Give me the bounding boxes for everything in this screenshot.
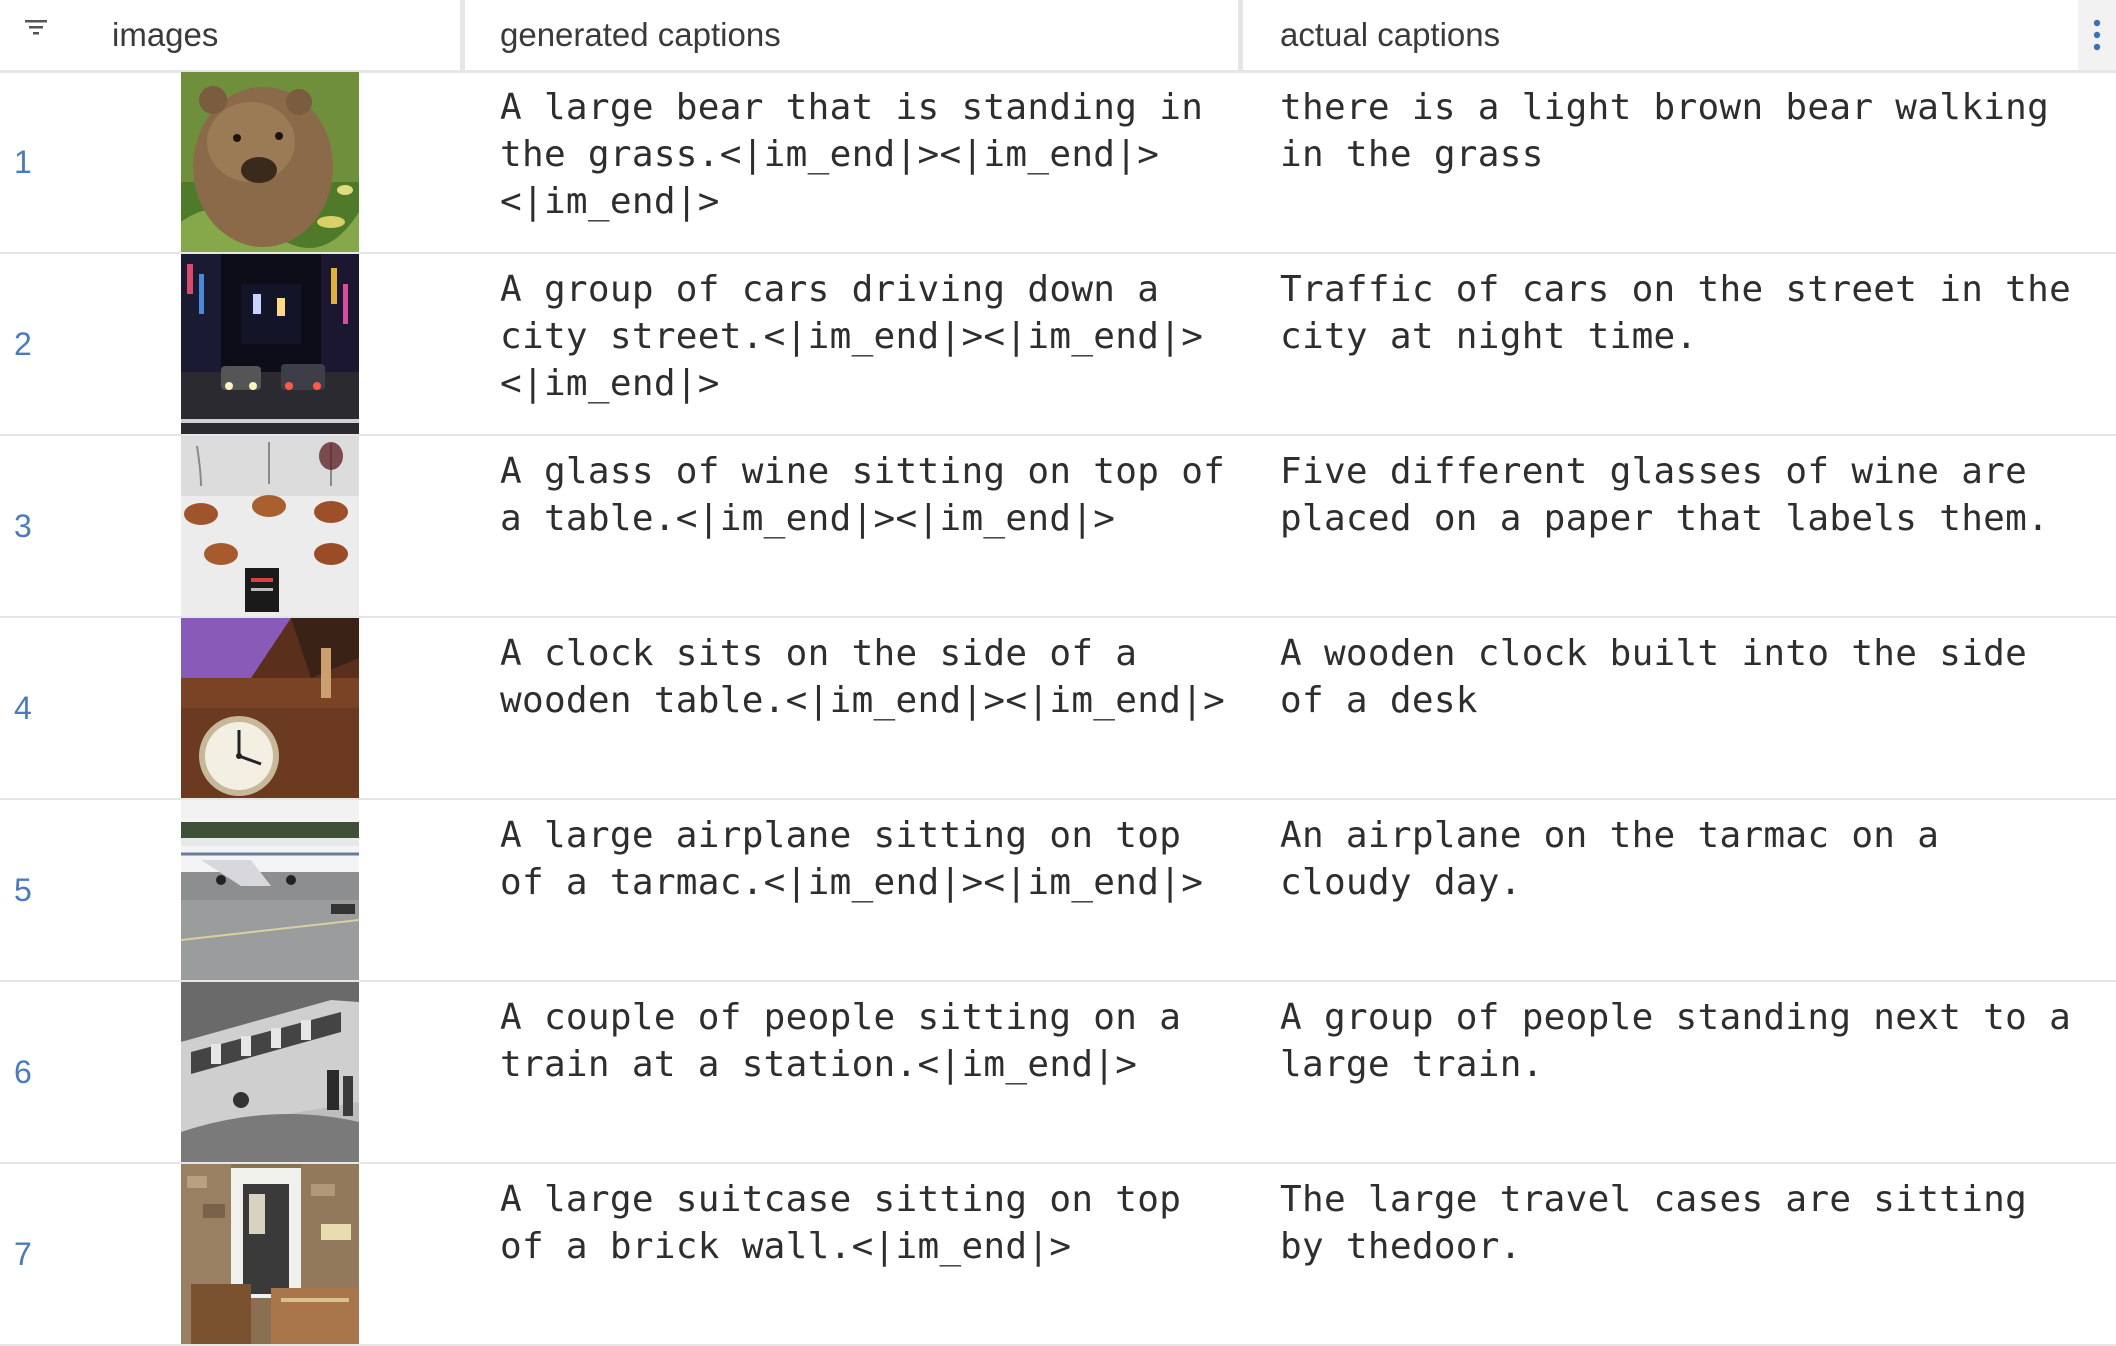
- column-header-images[interactable]: images: [112, 16, 219, 53]
- column-resize-handle[interactable]: [1238, 0, 1243, 70]
- airplane-tarmac-image[interactable]: [181, 800, 359, 980]
- table-row: [0, 1164, 2116, 1346]
- generated-caption: A glass of wine sitting on top of a table.<|im_end|><|im_end|>: [500, 451, 1248, 539]
- train-station-image[interactable]: [181, 982, 359, 1162]
- filter-icon[interactable]: [22, 18, 52, 38]
- generated-caption: A large airplane sitting on top of a tarmac.<|im_end|><|im_end|>: [500, 815, 1204, 903]
- row-index-link[interactable]: 6: [14, 1053, 32, 1090]
- bear-image[interactable]: [181, 72, 359, 252]
- table-row: [0, 72, 2116, 254]
- column-menu-button[interactable]: [2078, 0, 2116, 70]
- generated-caption: A group of cars driving down a city street.<|im_end|><|im_end|><|im_end|>: [500, 269, 1204, 404]
- suitcase-doorway-image[interactable]: [181, 1164, 359, 1344]
- row-index-link[interactable]: 3: [14, 507, 32, 544]
- table-row: [0, 436, 2116, 618]
- actual-caption: A group of people standing next to a large train.: [1280, 997, 2094, 1085]
- column-header-actual-captions[interactable]: actual captions: [1280, 16, 1501, 53]
- row-index-link[interactable]: 7: [14, 1235, 32, 1272]
- generated-caption: A large bear that is standing in the grass.<|im_end|><|im_end|><|im_end|>: [500, 87, 1226, 222]
- column-resize-handle[interactable]: [460, 0, 465, 70]
- table-row: [0, 800, 2116, 982]
- row-index-link[interactable]: 2: [14, 325, 32, 362]
- table-row: [0, 254, 2116, 436]
- actual-caption: An airplane on the tarmac on a cloudy day.: [1280, 815, 1962, 903]
- actual-caption: Five different glasses of wine are placed on a paper that labels them.: [1280, 451, 2050, 539]
- actual-caption: The large travel cases are sitting by thedoor.: [1280, 1179, 2050, 1267]
- actual-caption: Traffic of cars on the street in the city at night time.: [1280, 269, 2094, 357]
- table-row: [0, 982, 2116, 1164]
- actual-caption: A wooden clock built into the side of a desk: [1280, 633, 2050, 721]
- generated-caption: A large suitcase sitting on top of a brick wall.<|im_end|>: [500, 1179, 1204, 1267]
- table-row: [0, 618, 2116, 800]
- actual-caption: there is a light brown bear walking in the grass: [1280, 87, 2072, 175]
- generated-caption: A couple of people sitting on a train at a station.<|im_end|>: [500, 997, 1204, 1085]
- column-header-generated-captions[interactable]: generated captions: [500, 16, 781, 53]
- table-header: [0, 0, 2116, 73]
- wine-glasses-image[interactable]: [181, 436, 359, 616]
- generated-caption: A clock sits on the side of a wooden table.<|im_end|><|im_end|>: [500, 633, 1226, 721]
- row-index-link[interactable]: 1: [14, 143, 32, 180]
- row-index-link[interactable]: 5: [14, 871, 32, 908]
- vertical-dots-icon: [2092, 18, 2102, 52]
- row-index-link[interactable]: 4: [14, 689, 32, 726]
- city-street-night-image[interactable]: [181, 254, 359, 434]
- clock-desk-image[interactable]: [181, 618, 359, 798]
